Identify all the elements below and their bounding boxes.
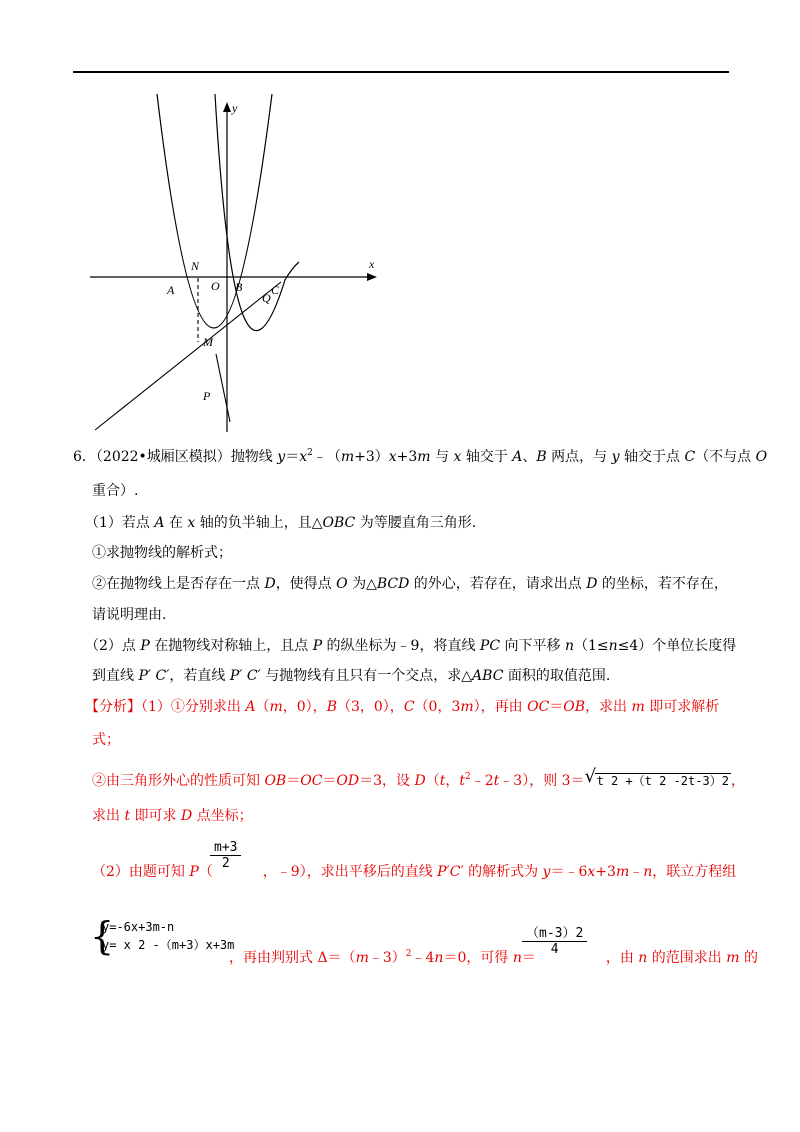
problem-source: （2022•城厢区模拟） <box>95 449 231 465</box>
part2-line1: （2）点 P 在抛物线对称轴上，且点 P 的纵坐标为﹣9，将直线 PC 向下平移 n（1≤n≤4）个单位长度得 <box>85 638 737 654</box>
label-b: B <box>235 280 243 294</box>
fraction-m-plus-3-over-2: $\frac{m+3}{2}$ <box>210 840 241 871</box>
line-tail <box>216 354 230 422</box>
analysis-line-4: 求出 t 即可求 D 点坐标； <box>92 808 253 824</box>
label-n: N <box>191 259 200 273</box>
parabola-figure <box>85 92 385 432</box>
problem-line-1: 6．（2022•城厢区模拟）抛物线 $y=x^2﹣(m+3)x+3m$ 与 x 轴交于 A、B 两点，与 y 轴交于点 C（不与点 O <box>73 448 768 465</box>
label-m: M <box>203 335 213 349</box>
equation-1: y=-6x+3m-n <box>102 920 175 934</box>
label-c: C <box>271 283 280 297</box>
label-y: y <box>232 101 238 115</box>
line-pc <box>95 282 281 430</box>
label-a: A <box>167 283 175 297</box>
analysis-line-5: （2）由题可知 P（ ，﹣9），求出平移后的直线 P′C′ 的解析式为 y＝﹣6x+3m﹣n，联立方程组 <box>92 864 737 880</box>
problem-number: 6． <box>73 449 96 465</box>
part1-intro: （1）若点 A 在 x 轴的负半轴上，且△OBC 为等腰直角三角形. <box>85 515 477 531</box>
sqrt-expression: √ t 2 +（t 2 -2t-3）2 <box>584 766 729 788</box>
equation-system-brace: { <box>90 914 115 958</box>
analysis-tag: 【分析】 <box>85 699 141 715</box>
analysis-line-2: 式； <box>92 732 120 748</box>
equation-2: y= x 2 -（m+3）x+3m <box>102 938 235 952</box>
part1-sub1: ①求抛物线的解析式； <box>92 545 232 561</box>
parabola-narrow <box>215 94 299 331</box>
label-q: Q <box>262 291 271 305</box>
label-x: x <box>369 257 375 271</box>
label-p: P <box>203 389 211 403</box>
part1-sub2-line2: 请说明理由. <box>92 607 167 623</box>
equation-system <box>102 918 234 954</box>
part1-sub2: ②在抛物线上是否存在一点 D，使得点 O 为△BCD 的外心，若存在，请求出点 D 的坐标，若不存在， <box>92 576 728 592</box>
analysis-line-6: ，再由判别式 Δ＝（m﹣3）$^2$﹣4n＝0，可得 n＝ ，由 n 的范围求出 m 的 <box>229 949 758 966</box>
part2-line2: 到直线 P′ C′，若直线 P′ C′ 与抛物线有且只有一个交点，求△ABC 面积的取值范围. <box>92 668 611 684</box>
problem-line-2: 重合）. <box>92 483 139 499</box>
header-rule <box>73 71 729 73</box>
analysis-line-1: 【分析】（1）①分别求出 A（m，0），B（3，0），C（0，3m），再由 OC＝OB，求出 m 即可求解析 <box>85 699 720 715</box>
x-axis-arrow <box>367 273 377 281</box>
analysis-line-3: ②由三角形外心的性质可知 OB＝OC＝OD＝3，设 D（t，$t^2﹣2t﹣3$），则 3＝ √ t 2 +（t 2 -2t-3）2 ， <box>92 766 745 789</box>
fraction-m-minus-3-sq-over-4: $\frac{(m-3)2}{4}$ <box>522 922 587 957</box>
label-o: O <box>211 279 220 293</box>
y-axis-arrow <box>223 102 231 112</box>
